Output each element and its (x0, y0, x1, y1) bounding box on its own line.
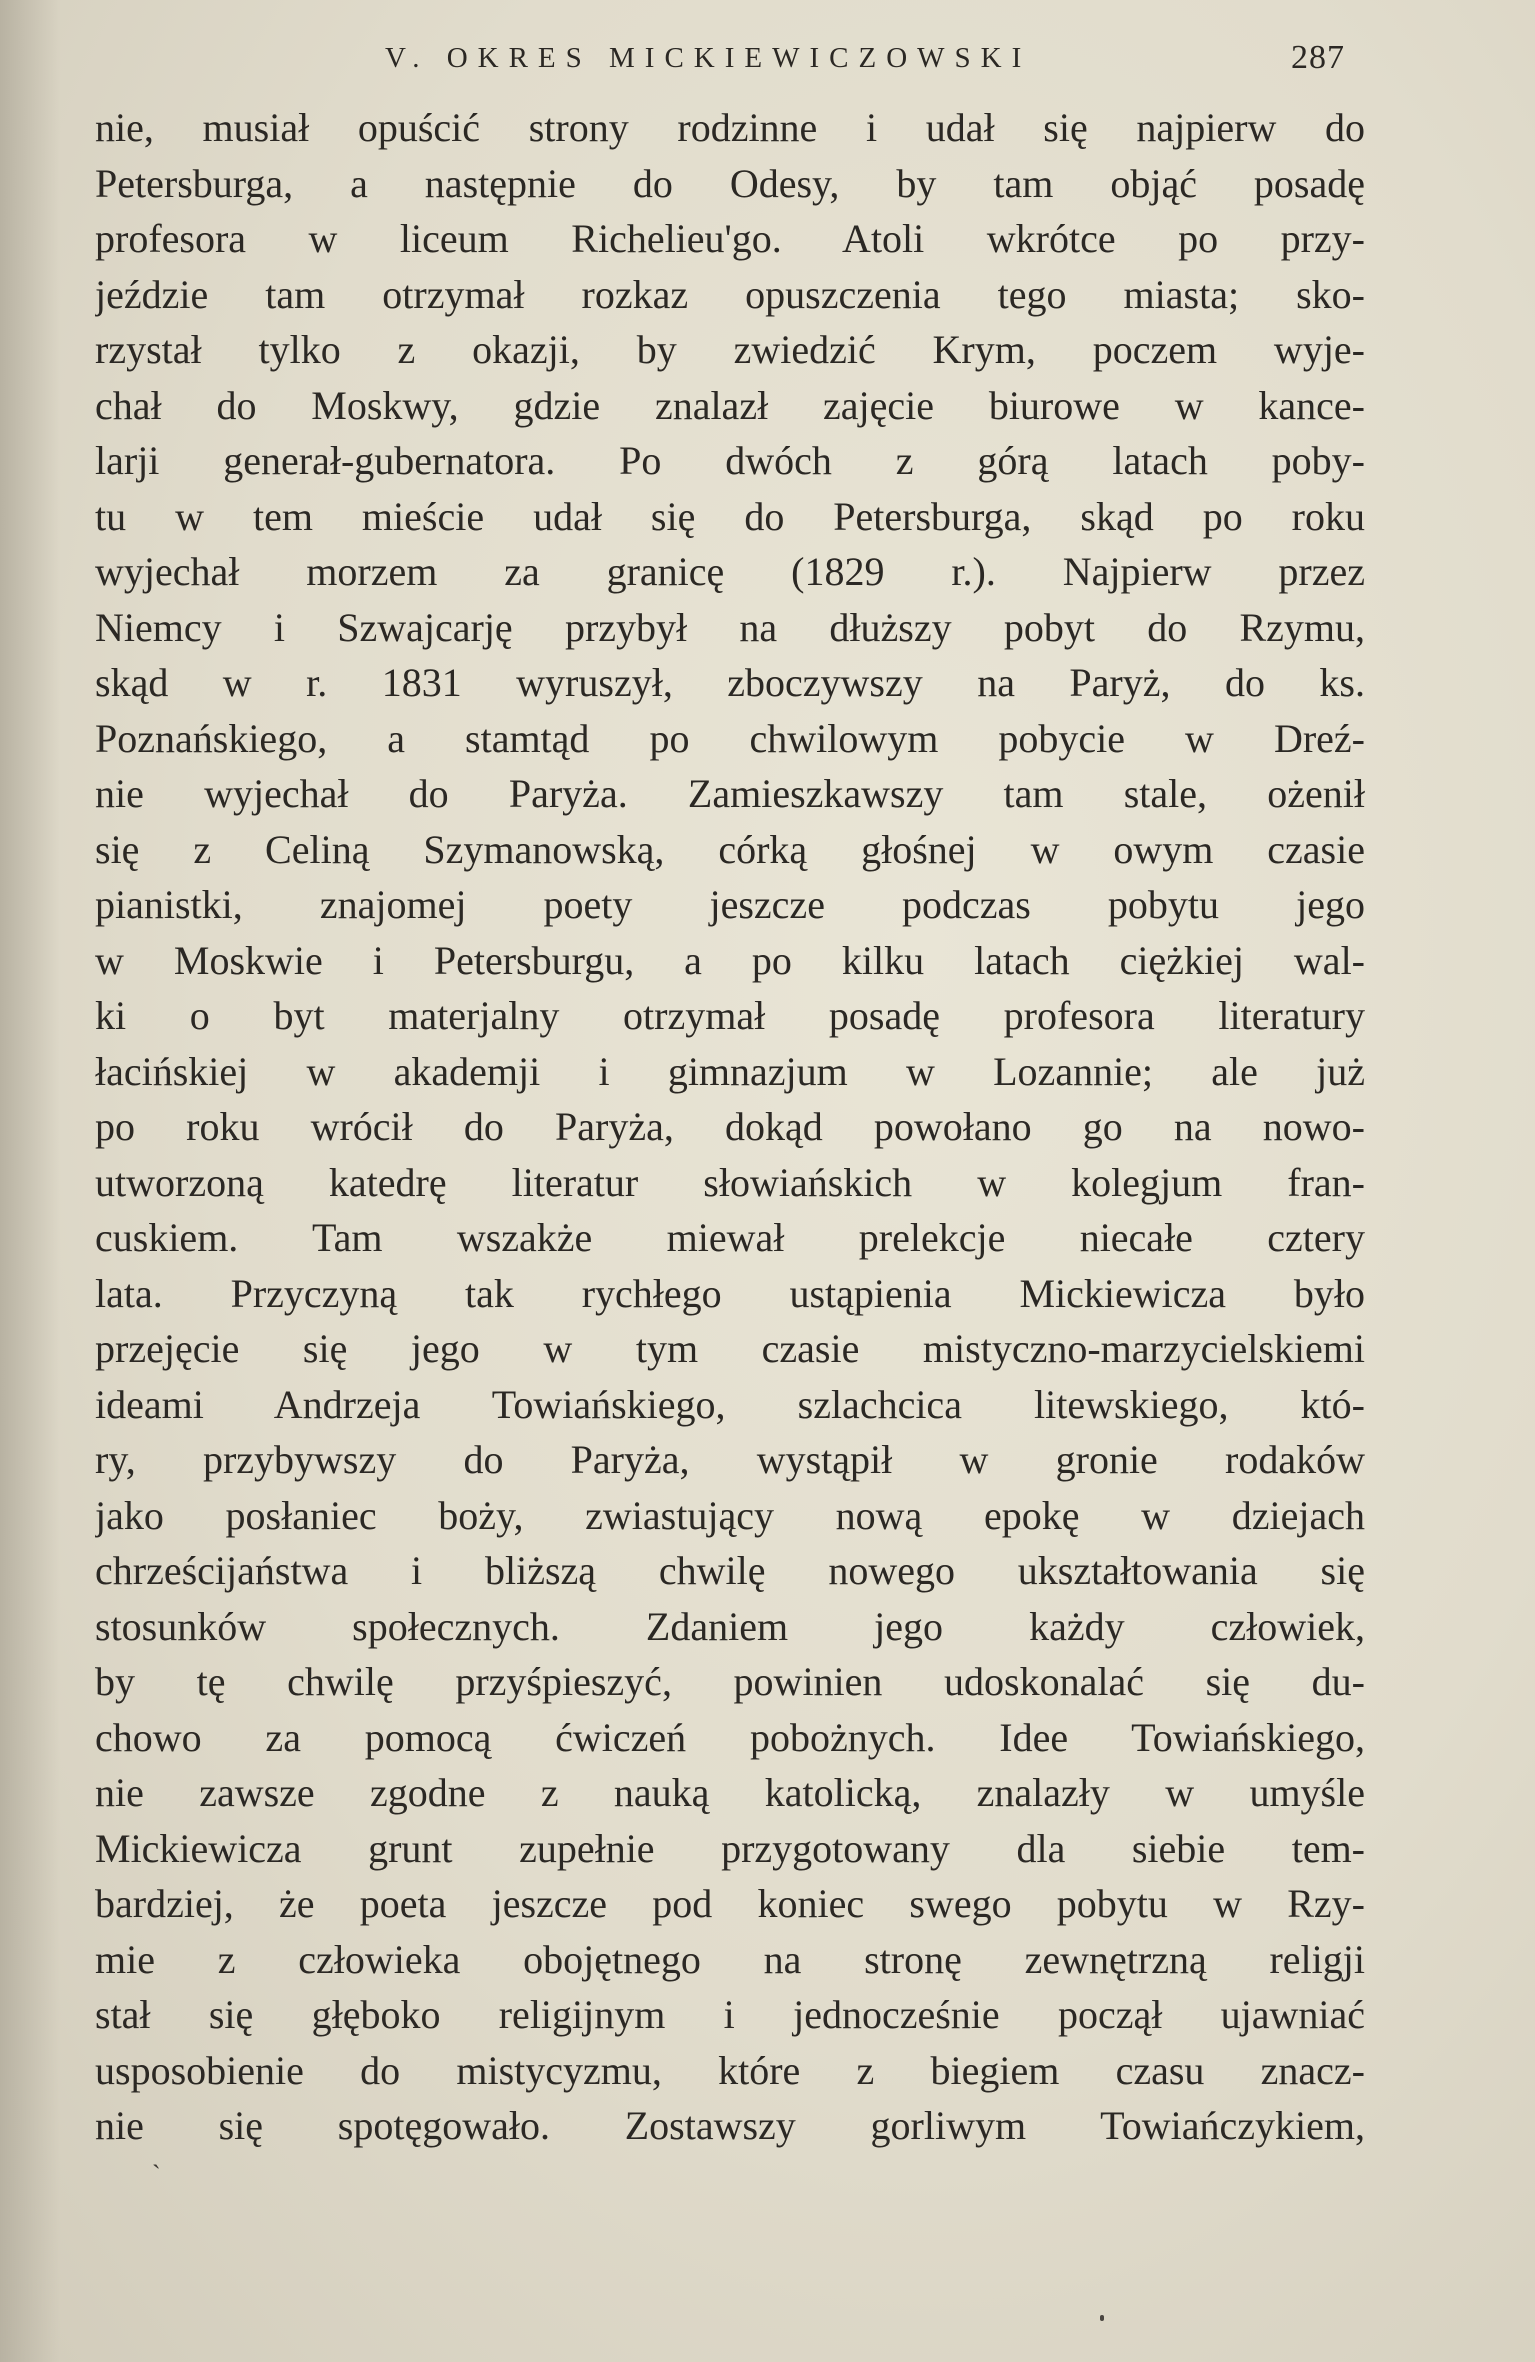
text-line: łacińskiej w akademji i gimnazjum w Lozannie; ale już (95, 1048, 1365, 1094)
text-line: mie z człowieka obojętnego na stronę zewnętrzną religji (95, 1936, 1365, 1982)
text-line: bardziej, że poeta jeszcze pod koniec swego pobytu w Rzy- (95, 1881, 1365, 1926)
text-line: się z Celiną Szymanowską, córką głośnej w owym czasie (95, 826, 1365, 872)
text-line: larji generał-gubernatora. Po dwóch z górą latach poby- (95, 438, 1365, 483)
text-line: Niemcy i Szwajcarję przybył na dłuższy pobyt do Rzymu, (95, 604, 1365, 650)
text-line: lata. Przyczyną tak rychłego ustąpienia Mickiewicza było (95, 1270, 1365, 1316)
text-line: jako posłaniec boży, zwiastujący nową epokę w dziejach (95, 1492, 1365, 1538)
text-line: Poznańskiego, a stamtąd po chwilowym pobycie w Dreź- (95, 715, 1365, 761)
running-title: V. OKRES MICKIEWICZOWSKI (385, 41, 1032, 74)
text-line: utworzoną katedrę literatur słowiańskich w kolegjum fran- (95, 1159, 1365, 1205)
running-head (95, 28, 1345, 88)
text-line: nie wyjechał do Paryża. Zamieszkawszy tam stale, ożenił (95, 771, 1365, 816)
print-speck: ˋ (152, 2160, 161, 2189)
text-line: ideami Andrzeja Towiańskiego, szlachcica litewskiego, któ- (95, 1381, 1365, 1427)
gutter-shadow (0, 0, 60, 2362)
text-line: Petersburga, a następnie do Odesy, by tam objąć posadę (95, 160, 1365, 206)
text-line: stał się głęboko religijnym i jednocześnie począł ujawniać (95, 1992, 1365, 2037)
text-line: przejęcie się jego w tym czasie mistyczno-marzycielskiemi (95, 1326, 1365, 1371)
text-line: nie się spotęgowało. Zostawszy gorliwym Towiańczykiem, (95, 2103, 1365, 2148)
text-line: jeździe tam otrzymał rozkaz opuszczenia tego miasta; sko- (95, 271, 1365, 317)
text-line: nie zawsze zgodne z nauką katolicką, znalazły w umyśle (95, 1770, 1365, 1815)
text-line: ki o byt materjalny otrzymał posadę profesora literatury (95, 993, 1365, 1038)
text-line: skąd w r. 1831 wyruszył, zboczywszy na Paryż, do ks. (95, 660, 1365, 705)
text-line: wyjechał morzem za granicę (1829 r.). Najpierw przez (95, 549, 1365, 594)
text-line: usposobienie do mistycyzmu, które z biegiem czasu znacz- (95, 2047, 1365, 2093)
text-line: chrześcijaństwa i bliższą chwilę nowego ukształtowania się (95, 1548, 1365, 1593)
body-paragraph (95, 100, 1365, 2154)
text-line: ry, przybywszy do Paryża, wystąpił w gronie rodaków (95, 1437, 1365, 1482)
page-number: 287 (1291, 39, 1345, 76)
text-line: by tę chwilę przyśpieszyć, powinien udoskonalać się du- (95, 1659, 1365, 1704)
text-line: w Moskwie i Petersburgu, a po kilku latach ciężkiej wal- (95, 937, 1365, 983)
text-line: chał do Moskwy, gdzie znalazł zajęcie biurowe w kance- (95, 382, 1365, 428)
text-line: tu w tem mieście udał się do Petersburga, skąd po roku (95, 493, 1365, 539)
text-line: Mickiewicza grunt zupełnie przygotowany dla siebie tem- (95, 1825, 1365, 1871)
text-line: profesora w liceum Richelieu'go. Atoli wkrótce po przy- (95, 216, 1365, 261)
text-line: rzystał tylko z okazji, by zwiedzić Krym, poczem wyje- (95, 327, 1365, 372)
text-line: po roku wrócił do Paryża, dokąd powołano go na nowo- (95, 1104, 1365, 1149)
print-speck (1100, 2315, 1104, 2321)
text-line: nie, musiał opuścić strony rodzinne i udał się najpierw do (95, 105, 1365, 150)
text-line: cuskiem. Tam wszakże miewał prelekcje niecałe cztery (95, 1215, 1365, 1260)
text-line: stosunków społecznych. Zdaniem jego każdy człowiek, (95, 1603, 1365, 1649)
text-line: chowo za pomocą ćwiczeń pobożnych. Idee Towiańskiego, (95, 1714, 1365, 1760)
text-line: pianistki, znajomej poety jeszcze podczas pobytu jego (95, 882, 1365, 927)
